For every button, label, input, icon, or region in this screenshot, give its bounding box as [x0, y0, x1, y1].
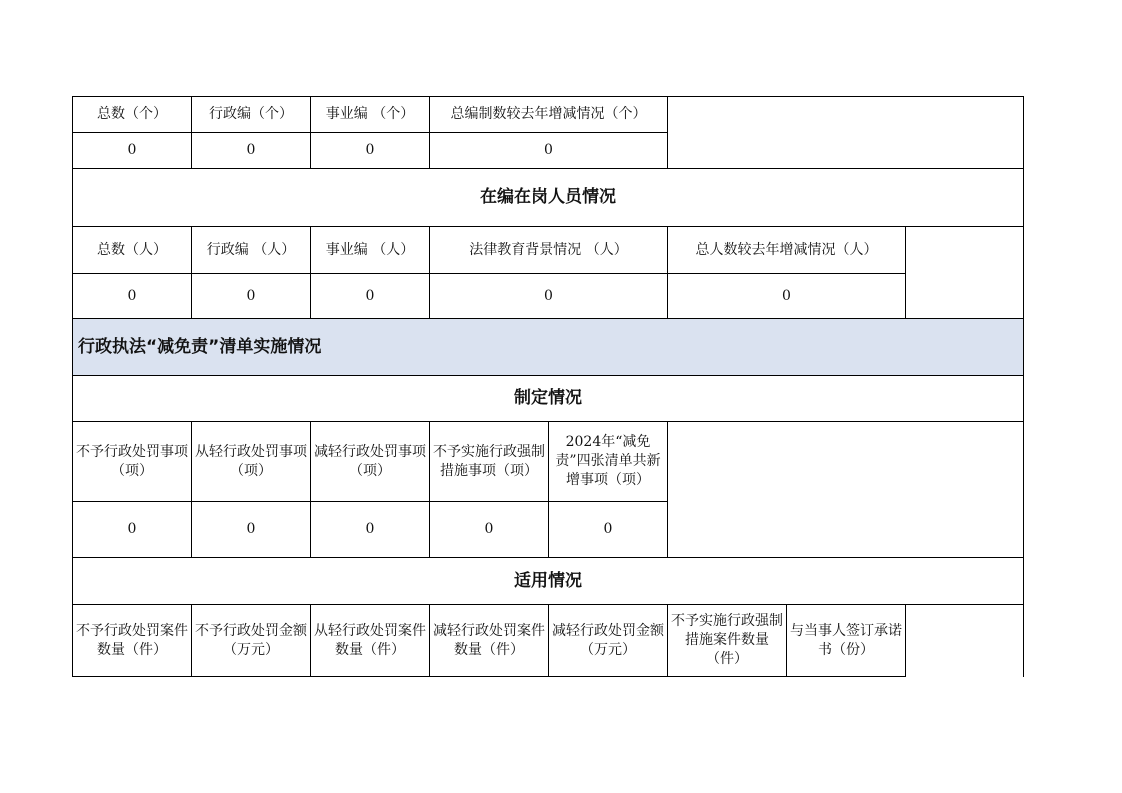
staff-header-legal: 法律教育背景情况 （人） [430, 227, 668, 274]
formulation-value-no-enforcement: 0 [430, 502, 549, 558]
quota-value-admin: 0 [192, 133, 311, 169]
formulation-value-lighter: 0 [192, 502, 311, 558]
staff-header-total: 总数（人） [73, 227, 192, 274]
formulation-header-row [73, 422, 1024, 502]
staff-value-legal: 0 [430, 274, 668, 319]
application-section-title: 适用情况 [73, 558, 1024, 605]
staff-value-public: 0 [311, 274, 430, 319]
staff-header-row [73, 227, 1024, 274]
formulation-header-no-enforcement: 不予实施行政强制措施事项（项） [430, 422, 549, 502]
formulation-value-new-items: 0 [549, 502, 668, 558]
application-blank-cell [906, 605, 1024, 677]
section-band-title: 行政执法“减免责”清单实施情况 [73, 319, 1024, 376]
formulation-blank-cell [668, 422, 1024, 558]
staff-header-admin: 行政编 （人） [192, 227, 311, 274]
quota-header-public: 事业编 （个） [311, 97, 430, 133]
quota-header-row [73, 97, 1024, 133]
quota-header-total: 总数（个） [73, 97, 192, 133]
staff-header-public: 事业编 （人） [311, 227, 430, 274]
application-header-no-enforcement-cases: 不予实施行政强制措施案件数量（件） [668, 605, 787, 677]
formulation-section-title: 制定情况 [73, 376, 1024, 422]
quota-value-total: 0 [73, 133, 192, 169]
application-header-no-penalty-amount: 不予行政处罚金额（万元） [192, 605, 311, 677]
staff-value-change: 0 [668, 274, 906, 319]
application-header-row [73, 605, 1024, 677]
staff-header-change: 总人数较去年增减情况（人） [668, 227, 906, 274]
quota-header-admin: 行政编（个） [192, 97, 311, 133]
application-header-commitments: 与当事人签订承诺书（份） [787, 605, 906, 677]
formulation-header-new-items: 2024年“减免责”四张清单共新增事项（项） [549, 422, 668, 502]
staff-title-row [73, 169, 1024, 227]
quota-header-change: 总编制数较去年增减情况（个） [430, 97, 668, 133]
staff-value-admin: 0 [192, 274, 311, 319]
application-header-lighter-cases: 从轻行政处罚案件数量（件） [311, 605, 430, 677]
staff-section-title: 在编在岗人员情况 [73, 169, 1024, 227]
quota-blank-cell [668, 97, 1024, 169]
staff-value-row [73, 274, 1024, 319]
application-title-row [73, 558, 1024, 605]
quota-value-change: 0 [430, 133, 668, 169]
staff-blank-cell [906, 227, 1024, 319]
band-row [73, 319, 1024, 376]
formulation-value-no-penalty: 0 [73, 502, 192, 558]
quota-value-public: 0 [311, 133, 430, 169]
report-table [72, 96, 1024, 677]
formulation-header-lighter: 从轻行政处罚事项（项） [192, 422, 311, 502]
formulation-value-reduced: 0 [311, 502, 430, 558]
application-header-reduced-amount: 减轻行政处罚金额（万元） [549, 605, 668, 677]
staff-value-total: 0 [73, 274, 192, 319]
formulation-header-reduced: 减轻行政处罚事项（项） [311, 422, 430, 502]
formulation-title-row [73, 376, 1024, 422]
application-header-reduced-cases: 减轻行政处罚案件数量（件） [430, 605, 549, 677]
formulation-header-no-penalty: 不予行政处罚事项（项） [73, 422, 192, 502]
application-header-no-penalty-cases: 不予行政处罚案件数量（件） [73, 605, 192, 677]
